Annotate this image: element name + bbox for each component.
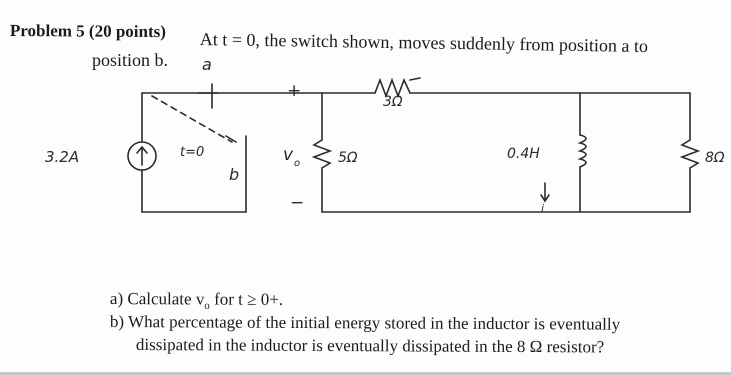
label-r-series: 3Ω (383, 94, 403, 110)
label-position-a: a (202, 55, 212, 74)
switch-blade (152, 96, 232, 142)
question-a-text: a) Calculate v (109, 289, 205, 309)
question-a (110, 290, 283, 312)
problem-intro-line2: position b. (92, 50, 169, 70)
label-r-load: 8Ω (705, 150, 725, 166)
label-position-b: b (229, 165, 240, 184)
label-r-parallel: 5Ω (338, 150, 358, 166)
question-b-line2: dissipated in the inductor is eventually dissipated in the 8 Ω resistor? (135, 335, 605, 357)
label-inductor-current: i (541, 202, 545, 215)
label-voltage-plus: + (287, 81, 302, 101)
question-a-sub: o (204, 299, 210, 312)
resistor-3ohm-tail (410, 78, 420, 80)
label-voltage-minus: − (290, 193, 305, 213)
label-current-source: 3.2A (45, 148, 80, 166)
question-a-rest: for t ≥ 0+. (209, 289, 284, 309)
problem-title: Problem 5 (20 points) (9, 21, 167, 42)
resistor-8ohm (682, 140, 698, 168)
label-inductor: 0.4H (507, 146, 540, 162)
label-switch-time: t=0 (180, 145, 205, 160)
question-b-line1: b) What percentage of the initial energy stored in the inductor is eventually (109, 312, 621, 334)
label-voltage-sub: o (294, 158, 301, 169)
inductor-symbol (580, 135, 586, 167)
resistor-5ohm (314, 140, 330, 168)
label-voltage: v (283, 145, 294, 165)
problem-intro-line1: At t = 0, the switch shown, moves suddenly from position a to (199, 29, 649, 57)
